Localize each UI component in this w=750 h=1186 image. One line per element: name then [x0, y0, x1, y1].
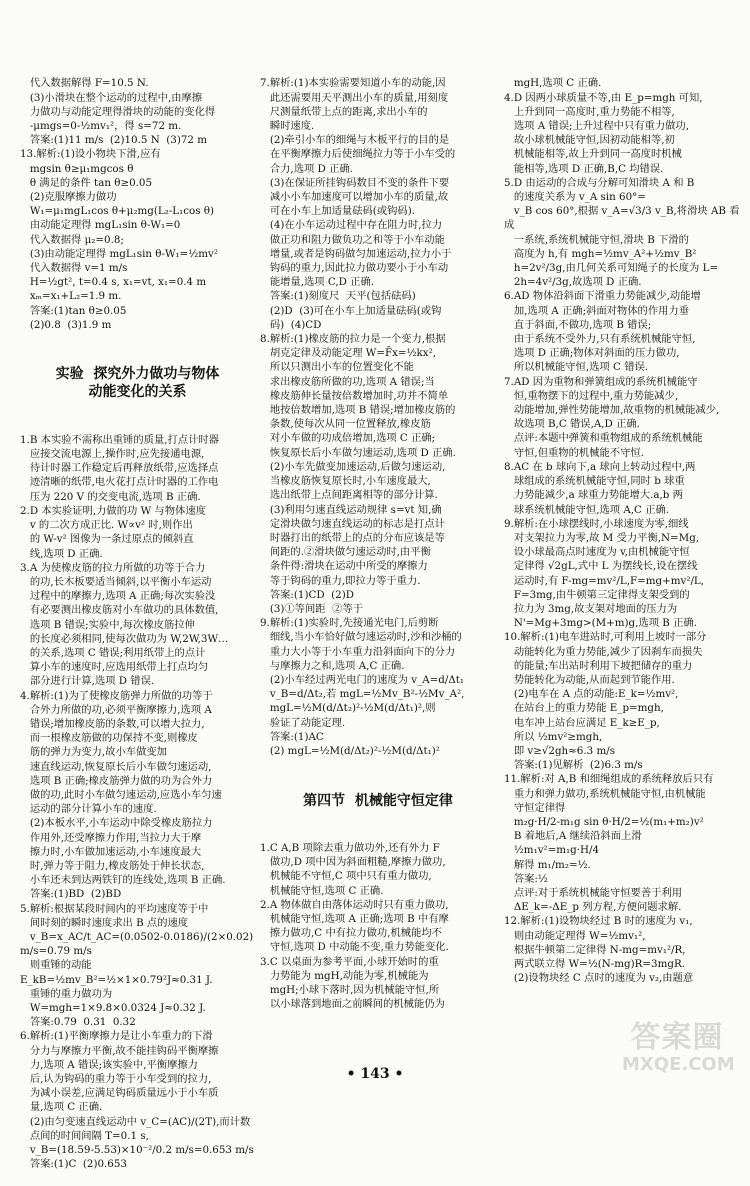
text-line: 守恒,但重物的机械能不守恒. [504, 446, 644, 459]
text-line: mgsin θ≥μ₁mgcos θ [20, 162, 134, 175]
text-line: 当橡皮筋恢复原长时,小车速度最大, [260, 475, 431, 488]
text-line: 机械能不守恒,C 项中只有重力做功, [260, 870, 432, 883]
text-line: (2)电车在 A 点的动能:E_k=½mv², [504, 688, 679, 701]
text-line: 守恒,选项 D 中动能不变,重力势能变化. [260, 941, 449, 954]
text-line: 直于斜面,不做功,选项 B 错误; [504, 318, 652, 331]
text-line: 的能量;车出站时利用下坡把储存的重力 [504, 659, 693, 672]
text-line: 3.A 为使橡皮筋的拉力所做的功等于合力 [20, 561, 206, 574]
text-line: v 的二次方成正比. W∝v² 时,则作出 [20, 519, 193, 532]
text-line: 机械能守恒,选项 C 正确. [260, 884, 384, 897]
text-line: (3)利用匀速直线运动规律 s=vt 知,确 [260, 503, 442, 516]
text-line: 求出橡皮筋所做的功,选项 A 错误;当 [260, 375, 435, 388]
text-line: 8.AC 在 b 球向下,a 球向上转动过程中,两 [504, 460, 696, 473]
text-line: 3.C 以桌面为参考平面,小球开始时的重 [260, 955, 439, 968]
text-line: 的长度必须相同,使每次做功为 W,2W,3W… [20, 632, 229, 645]
text-line: (3)在保证所挂钩码数目不变的条件下要 [260, 176, 450, 189]
text-line: 12.解析:(1)设物块经过 B 时的速度为 v₁, [504, 915, 693, 928]
text-line: 解得 m₁/m₂=½. [504, 858, 591, 871]
text-line: (3)由动能定理得 mgL₁sin θ-W₁=½mv² [20, 247, 218, 260]
text-line: 在站台上的重力势能 E_p=mgh, [504, 702, 664, 715]
text-line: (2)0.8 (3)1.9 m [20, 318, 112, 331]
text-line: 此还需要用天平测出小车的质量,用刻度 [260, 91, 449, 104]
text-line: 答案:(1)11 m/s (2)10.5 N (3)72 m [20, 134, 207, 147]
text-line: 拉力为 3mg,故支架对地面的压力为 [504, 602, 678, 615]
text-line: 条数,使每次从同一位置释放,橡皮筋 [260, 418, 431, 431]
watermark-logo [622, 1020, 735, 1091]
text-line: m₂g·H/2-m₁g sin θ·H/2=½(m₁+m₂)v² [504, 815, 704, 828]
text-line: 速直线运动,恢复原长后小车做匀速运动, [20, 760, 212, 773]
text-line: 10.解析:(1)电车进站时,可利用上坡时一部分 [504, 631, 707, 644]
text-line: (2)牵引小车的细绳与木板平行的目的是 [260, 134, 450, 147]
column-left [20, 48, 257, 1171]
text-line: 增量,或者是钩码做匀加速运动,拉力小于 [260, 247, 452, 260]
text-line: 球系统机械能守恒,选项 A,C 正确. [504, 503, 670, 516]
text-line: 代入数据得 v=1 m/s [20, 262, 128, 275]
watermark-text: 答案圈 [630, 1020, 724, 1055]
text-line: mgH,选项 C 正确. [504, 77, 602, 90]
text-line: 力,选项 A 错误;该实验中,平衡摩擦力 [20, 1058, 198, 1071]
text-line: 码) (4)CD [260, 318, 322, 331]
text-line: 所以 ½mv²≥mgh, [504, 730, 603, 743]
text-line: 答案:(1)刻度尺 天平(包括砝码) [260, 290, 416, 303]
text-line: F=3mg,由牛顿第三定律得支架受到的 [504, 588, 690, 601]
section-heading-mechanical-energy: 第四节 机械能守恒定律 [303, 792, 453, 809]
text-line: xₘ=x₁+L₂=1.9 m. [20, 290, 122, 303]
text-line: 在平衡摩擦力后使细绳拉力等于小车受的 [260, 148, 456, 161]
text-line: 条件得:滑块在运动中所受的摩擦力 [260, 560, 428, 573]
text-line: 高度为 h,有 mgh=½mv_A²+½mv_B² [504, 247, 697, 260]
text-line: 7.解析:(1)本实验需要知道小车的动能,因 [260, 77, 446, 90]
text-line: W=mgh=1×9.8×0.0324 J≈0.32 J. [20, 1002, 206, 1014]
text-line: 两式联立得 W=½(N-mg)R=3mgR. [504, 958, 685, 970]
text-line: 1.C A,B 项除去重力做功外,还有外力 F [260, 841, 440, 854]
section-heading-experiment: 实验 探究外力做功与物体 动能变化的关系 [55, 366, 220, 401]
text-line: 力做功与动能定理得滑块的动能的变化得 [20, 105, 216, 118]
text-line: 由动能定理得 mgL₁sin θ-W₁=0 [20, 219, 181, 232]
answer-block-4 [260, 841, 496, 1011]
text-line: (3)小滑块在整个运动的过程中,由摩擦 [20, 91, 203, 104]
text-line: 7.AD 因为重物和弹簧组成的系统机械能守 [504, 375, 698, 388]
text-line: v_B=d/Δt₂,若 mgL=½Mv_B²-½Mv_A², [260, 688, 465, 701]
text-line: 选项 B 错误;实验中,每次橡皮筋拉伸 [20, 618, 195, 631]
text-line: 间时刻的瞬时速度求出 B 点的速度 [20, 916, 189, 929]
text-line: 尺测量纸带上点的距离,求出小车的 [260, 105, 428, 118]
text-line: 的关系,选项 C 错误;利用纸带上的点计 [20, 646, 206, 659]
text-line: 电车冲上站台应满足 E_k≥E_p, [504, 716, 660, 729]
text-line: 点间的时间间隔 T=0.1 s, [20, 1129, 149, 1142]
answer-block-2 [20, 433, 255, 1172]
text-line: 动能增加,弹性势能增加,故重物的机械能减少, [504, 404, 720, 417]
text-line: 则由动能定理得 W=½mv₁², [504, 929, 646, 942]
text-line: 上升到同一高度时,重力势能不相等, [504, 105, 675, 118]
text-line: 答案:(1)BD (2)BD [20, 888, 122, 901]
text-line: 错误;增加橡皮筋的条数,可以增大拉力, [20, 717, 205, 730]
text-line: 重力和弹力做功,系统机械能守恒,由机械能 [504, 787, 706, 800]
column-right [504, 48, 740, 1058]
text-line: 瞬时速度. [260, 120, 315, 133]
text-line: 有必要测出橡皮筋对小车做功的具体数值, [20, 604, 219, 617]
text-line: 的功,长木板要适当倾斜,以平衡小车运动 [20, 575, 212, 588]
text-line: 点评:对于系统机械能守恒要善于利用 [504, 886, 683, 899]
text-line: 5.解析:根据某段时间内的平均速度等于中 [20, 902, 209, 915]
page-number: • 143 • [346, 1066, 404, 1082]
text-line: 答案:½ [504, 872, 548, 885]
text-line: 分力与摩擦力平衡,故不能挂钩码平衡摩擦 [20, 1044, 219, 1057]
text-line: 应接交流电源上,操作时,应先接通电源, [20, 448, 205, 461]
text-line: 对支架拉力为零,故 M 受力平衡,N=Mg, [504, 531, 700, 544]
text-line: H=½gt², t=0.4 s, x₁=vt, x₁=0.4 m [20, 276, 207, 289]
text-line: 做的功,此时小车做匀速运动,应选小车匀速 [20, 788, 222, 801]
text-line: 选出纸带上点间距离相等的部分计算. [260, 489, 438, 502]
text-line: 能增量,选项 C,D 正确. [260, 276, 375, 289]
text-line: 选项 A 错误;上升过程中只有重力做功, [504, 120, 690, 133]
text-line: 代入数据解得 F=10.5 N. [20, 77, 149, 90]
text-line: 做功,D 项中因为斜面粗糙,摩擦力做功, [260, 856, 446, 869]
text-line: 答案:(1)见解析 (2)6.3 m/s [504, 759, 643, 772]
text-line: 减小小车加速度可以增加小车的质量,故 [260, 191, 449, 204]
text-line: (4)在小车运动过程中存在阻力时,拉力 [260, 219, 443, 232]
text-line: 时器打出的纸带上的点的分布应该是等 [260, 531, 445, 544]
text-line: 2h=4v²/3g,故选项 D 正确. [504, 276, 642, 289]
text-line: 能相等,选项 D 正确,B,C 均错误. [504, 162, 664, 175]
text-line: 根据牛顿第二定律得 N-mg=mv₁²/R, [504, 943, 686, 956]
text-line: (2)小车先做变加速运动,后做匀速运动, [260, 460, 446, 473]
text-line: (2)由匀变速直线运动中 v_C=(AC)/(2T),而计数 [20, 1115, 251, 1128]
answer-block-3 [260, 76, 496, 758]
text-line: 的速度关系为 v_A sin 60°= [504, 191, 646, 204]
text-line: 待计时器工作稳定后再释放纸带,应选择点 [20, 462, 219, 475]
text-line: 故选项 B,C 错误,A,D 正确. [504, 418, 640, 431]
text-line: 6.解析:(1)平衡摩擦力是让小车重力的下滑 [20, 1030, 213, 1043]
text-line: (2)本板水平,小车运动中除受橡皮筋拉力 [20, 817, 213, 830]
text-line: 2.D 本实验证明,力做的功 W 与物体速度 [20, 504, 206, 517]
text-line: 迹清晰的纸带,电火花打点计时器的工作电 [20, 476, 219, 489]
text-line: 故小球机械能守恒,因初动能相等,初 [504, 134, 675, 147]
text-line: 答案:0.79 0.31 0.32 [20, 1016, 136, 1029]
text-line: 所以只测出小车的位置变化不能 [260, 361, 414, 374]
text-line: 细线,当小车恰好做匀速运动时,沙和沙桶的 [260, 631, 462, 644]
text-line: 量,选项 C 正确. [20, 1101, 103, 1114]
text-line: 定滑块做匀速直线运动的标志是打点计 [260, 517, 445, 530]
text-line: 一系统,系统机械能守恒,滑块 B 下滑的 [504, 233, 689, 246]
text-line: 1.B 本实验不需称出重锤的质量,打点计时器 [20, 433, 219, 446]
text-line: 做正功和阻力做负功之和等于小车动能 [260, 233, 445, 246]
text-line: 而一根橡皮筋做的功保持不变,则橡皮 [20, 732, 198, 745]
text-line: 由于系统不受外力,只有系统机械能守恒, [504, 333, 696, 346]
text-line: 运动的部分计算小车的速度. [20, 803, 157, 816]
text-line: (2)设物块经 C 点时的速度为 v₂,由题意 [504, 972, 694, 985]
text-line: 答案:(1)tan θ≥0.05 [20, 304, 127, 317]
text-line: 13.解析:(1)设小物块下滑,应有 [20, 148, 161, 161]
text-line: 恒,重物摆下的过程中,重力势能减少, [504, 389, 679, 402]
text-line: (2) mgL=½M(d/Δt₂)²-½M(d/Δt₁)² [260, 744, 440, 757]
text-line: 重锤的重力做功为 [20, 987, 113, 1000]
text-line: (3)①等间距 ②等于 [260, 602, 364, 615]
text-line: 则重锤的动能 E_kB=½mv_B²=½×1×0.79²J≈0.31 J. [20, 959, 213, 986]
text-line: 即 v≥√2gh≈6.3 m/s [504, 744, 615, 757]
text-line: 11.解析:对 A,B 和细绳组成的系统释放后只有 [504, 773, 714, 786]
text-line: 6.AD 物体沿斜面下滑重力势能减少,动能增 [504, 290, 701, 303]
text-line: (2)克服摩擦力做功 [20, 191, 117, 204]
text-line: 选项 D 正确;物体对斜面的压力做功, [504, 347, 680, 360]
text-line: h=2v²/3g,由几何关系可知绳子的长度为 L= [504, 262, 719, 275]
text-line: 答案:(1)AC [260, 730, 324, 743]
text-line: 加,选项 A 正确;斜面对物体的作用力垂 [504, 304, 690, 317]
text-line: 守恒定律得 [504, 801, 566, 814]
text-line: 球组成的系统机械能守恒,同时 b 球重 [504, 475, 685, 488]
text-line: 等于钩码的重力,即拉力等于重力. [260, 574, 421, 587]
text-line: 过程中的摩擦力,选项 A 正确;每次实验没 [20, 590, 216, 603]
text-line: 后,认为钩码的重力等于小车受到的拉力, [20, 1073, 212, 1086]
text-line: 4.解析:(1)为了使橡皮筋弹力所做的功等于 [20, 689, 213, 702]
text-line: 定律得 √2gL,式中 L 为摆线长,设在摆线 [504, 560, 698, 573]
text-line: 力势能为 mgH,动能为零,机械能为 [260, 969, 429, 982]
text-line: 点评:本题中弹簧和重物组成的系统机械能 [504, 432, 703, 445]
text-line: 对小车做的功成倍增加,选项 C 正确; [260, 432, 436, 445]
text-line: (2)小车经过两光电门的速度为 v_A=d/Δt₁ [260, 673, 465, 686]
text-line: 动能转化为重力势能,减少了因刹车而损失 [504, 645, 703, 658]
text-line: 擦力时,小车做加速运动,小车速度最大 [20, 845, 202, 858]
text-line: 为减小误差,应满足钩码质量远小于小车质 [20, 1087, 219, 1100]
watermark-url: MXQE.COM [622, 1054, 735, 1075]
text-line: 算小车的速度时,应选用纸带上打点均匀 [20, 661, 209, 674]
column-middle [260, 48, 496, 1058]
text-line: B 着地后,A 继续沿斜面上滑 [504, 830, 642, 843]
text-line: 的 W-v² 图像为一条过原点的倾斜直 [20, 533, 194, 546]
text-line: 答案:(1)CD (2)D [260, 588, 354, 601]
text-line: 以小球落到地面之前瞬间的机械能仍为 [260, 998, 445, 1011]
text-line: 选项 B 正确;橡皮筋弹力做的功为合外力 [20, 774, 213, 787]
text-line: v_B=(18.59-5.53)×10⁻²/0.2 m/s=0.653 m/s [20, 1144, 254, 1157]
text-line: 线,选项 D 正确. [20, 547, 103, 560]
text-line: mgL=½M(d/Δt₂)²-½M(d/Δt₁)²,则 [260, 702, 436, 715]
text-line: v_B cos 60°,根据 v_A=√3/3 v_B,将滑块 AB 看成 [504, 205, 740, 232]
text-line: 擦力做功,C 中有拉力做功,机械能均不 [260, 927, 442, 940]
text-line: 设小球最高点时速度为 v,由机械能守恒 [504, 546, 690, 559]
text-line: 作用外,还受摩擦力作用,当拉力大于摩 [20, 831, 202, 844]
text-line: 胡克定律及动能定理 W=F̄x=½kx², [260, 347, 436, 360]
text-line: 代入数据得 μ₂=0.8; [20, 233, 124, 246]
text-line: 机械能相等,故上升到同一高度时机械 [504, 148, 682, 161]
text-line: 恢复原长后小车做匀速运动,选项 D 正确. [260, 446, 456, 459]
text-line: 钩码的重力,因此拉力做功要小于小车动 [260, 262, 449, 275]
text-line: 8.解析:(1)橡皮筋的拉力是一个变力,根据 [260, 333, 446, 346]
text-line: N'=Mg+3mg>(M+m)g,选项 B 正确. [504, 617, 697, 630]
text-line: 验证了动能定理. [260, 716, 346, 729]
text-line: ΔE_k=-ΔE_p 列方程,方便问题求解. [504, 901, 682, 914]
text-line: 合外力所做的功,必须平衡摩擦力,选项 A [20, 703, 212, 716]
text-line: 9.解析:(1)实验时,先接通光电门,后剪断 [260, 617, 439, 630]
text-line: 2.A 物体做自由落体运动时只有重力做功, [260, 898, 449, 911]
text-line: -μmgs=0-½mv₁²，得 s=72 m. [20, 120, 182, 133]
text-line: 力势能减少,a 球重力势能增大.a,b 两 [504, 489, 683, 502]
text-line: 答案:(1)C (2)0.653 [20, 1158, 127, 1171]
text-line: 橡皮筋伸长量按倍数增加时,功并不简单 [260, 389, 449, 402]
answer-block-1 [20, 76, 255, 332]
text-line: 可在小车上加适量砝码(或钩码). [260, 205, 415, 218]
text-line: (2)D (3)可在小车上加适量砝码(或钩 [260, 304, 442, 317]
text-line: 间距的.②滑块做匀速运动时,由平衡 [260, 546, 431, 559]
text-line: 筋的弹力为变力,故小车做变加 [20, 746, 167, 759]
text-line: 与摩擦力之和,选项 A,C 正确. [260, 659, 405, 672]
text-line: 所以机械能守恒,选项 C 错误. [504, 361, 649, 374]
text-line: 部分进行计算,选项 D 错误. [20, 675, 155, 688]
text-line: ½m₁v²=m₁g·H/4 [504, 844, 600, 857]
text-line: 时,弹力等于阻力,橡皮筋处于伸长状态, [20, 859, 205, 872]
text-line: 地按倍数增加,选项 B 错误;增加橡皮筋的 [260, 404, 456, 417]
text-line: 重力大小等于小车重力沿斜面向下的分力 [260, 645, 456, 658]
text-line: 势能转化为动能,从而起到节能作用. [504, 673, 675, 686]
text-line: 9.解析:在小球摆线时,小球速度为零,细线 [504, 517, 689, 530]
text-line: 合力,选项 D 正确. [260, 162, 353, 175]
text-line: W₁=μ₁mgL₁cos θ+μ₂mg(L₂-L₁cos θ) [20, 205, 215, 218]
text-line: θ 满足的条件 tan θ≥0.05 [20, 176, 152, 189]
answer-block-5 [504, 76, 740, 985]
text-line: mgH;小球下落时,因为机械能守恒,所 [260, 984, 440, 996]
text-line: 机械能守恒,选项 A 正确;选项 B 中有摩 [260, 912, 449, 925]
text-line: v_B=x_AC/t_AC=(0.0502-0.0186)/(2×0.02) m/s=0.79 m/s [20, 930, 257, 958]
text-line: 运动时,有 F-mg=mv²/L,F=mg+mv²/L, [504, 574, 705, 587]
text-line: 5.D 由运动的合成与分解可知滑块 A 和 B [504, 176, 695, 189]
text-line: 小车还未到达两铁钉的连线处,选项 B 正确. [20, 874, 226, 887]
text-line: 4.D 因两小球质量不等,由 E_p=mgh 可知, [504, 91, 703, 104]
text-line: 压为 220 V 的交变电流,选项 B 正确. [20, 490, 201, 503]
